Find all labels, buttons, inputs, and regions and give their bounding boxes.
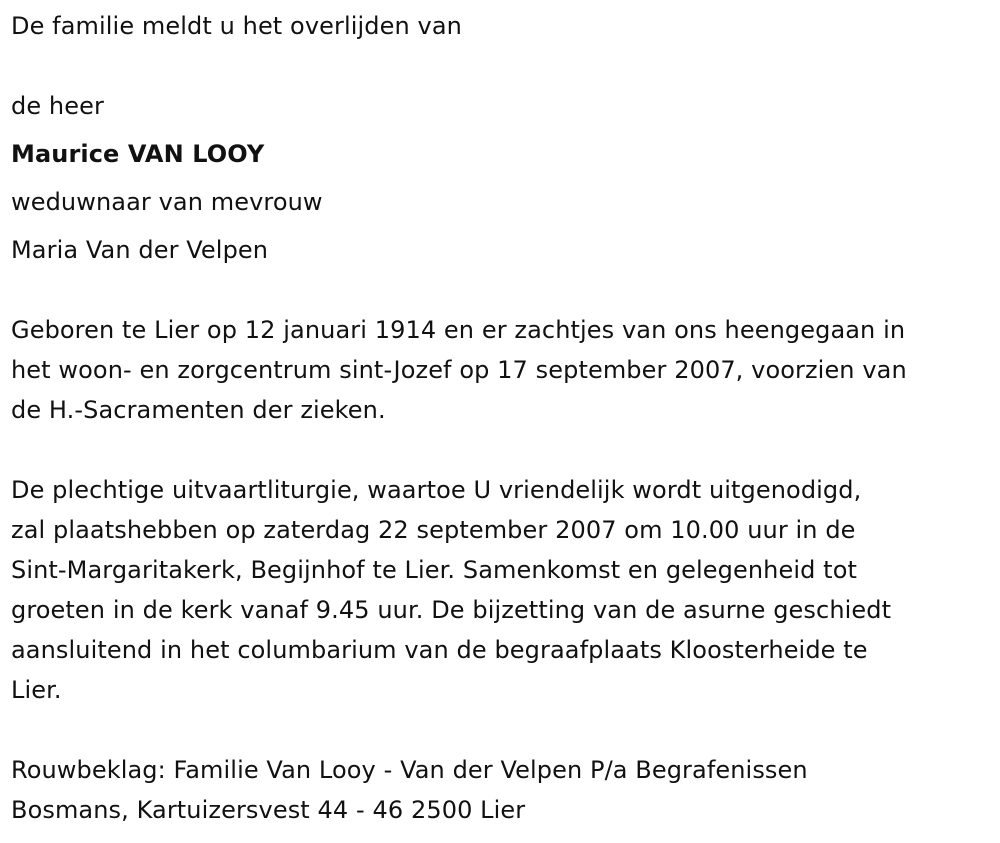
paragraph-line: de H.-Sacramenten der zieken. xyxy=(11,396,386,424)
paragraph-line: het woon- en zorgcentrum sint-Jozef op 17 september 2007, voorzien van xyxy=(11,356,907,384)
paragraph-line: De plechtige uitvaartliturgie, waartoe U vriendelijk wordt uitgenodigd, xyxy=(11,476,862,504)
spouse-name: Maria Van der Velpen xyxy=(11,236,269,264)
honorific-line: de heer xyxy=(11,92,104,120)
paragraph-line: Geboren te Lier op 12 januari 1914 en er zachtjes van ons heengegaan in xyxy=(11,316,906,344)
birth-paragraph xyxy=(11,310,996,430)
paragraph-line: Sint-Margaritakerk, Begijnhof te Lier. Samenkomst en gelegenheid tot xyxy=(11,556,857,584)
paragraph-line: groeten in de kerk vanaf 9.45 uur. De bijzetting van de asurne geschiedt xyxy=(11,596,892,624)
intro-line: De familie meldt u het overlijden van xyxy=(11,12,462,40)
paragraph-line: Lier. xyxy=(11,676,62,704)
paragraph-line: aansluitend in het columbarium van de begraafplaats Kloosterheide te xyxy=(11,636,868,664)
widower-line: weduwnaar van mevrouw xyxy=(11,188,323,216)
deceased-name: Maurice VAN LOOY xyxy=(11,140,265,168)
paragraph-line: zal plaatshebben op zaterdag 22 september 2007 om 10.00 uur in de xyxy=(11,516,856,544)
condolence-paragraph xyxy=(11,750,996,830)
paragraph-line: Rouwbeklag: Familie Van Looy - Van der Velpen P/a Begrafenissen xyxy=(11,756,808,784)
paragraph-line: Bosmans, Kartuizersvest 44 - 46 2500 Lier xyxy=(11,796,526,824)
funeral-paragraph xyxy=(11,470,996,710)
